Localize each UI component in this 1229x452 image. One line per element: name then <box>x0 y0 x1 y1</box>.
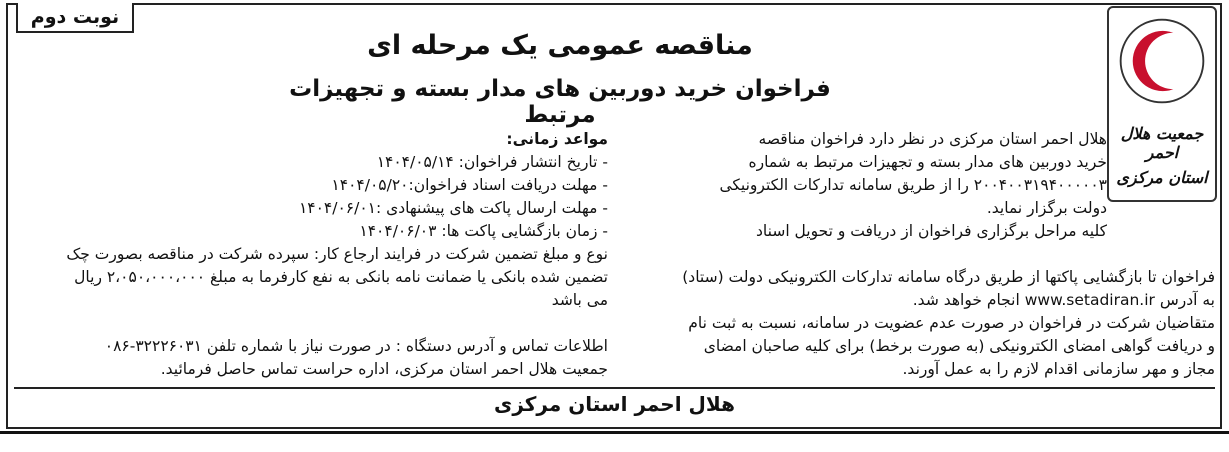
contact-section <box>40 335 608 381</box>
guarantee-line: تضمین شده بانکی یا ضمانت نامه بانکی به نفع کارفرما به مبلغ ۲،۰۵۰،۰۰۰،۰۰۰ ریال <box>74 268 608 286</box>
contact-line: جمعیت هلال احمر استان مرکزی، اداره حراست تماس حاصل فرمائید. <box>160 360 608 378</box>
edition-badge: نوبت دوم <box>16 3 134 33</box>
submission-line: فراخوان تا بازگشایی پاکتها از طریق درگاه سامانه تدارکات الکترونیکی دولت (ستاد) <box>682 268 1215 286</box>
registration-line: و دریافت گواهی امضای الکترونیکی (به صورت برخط) برای کلیه صاحبان امضای <box>703 337 1215 355</box>
registration-section <box>625 312 1215 381</box>
notice-subtitle: فراخوان خرید دوربین های مدار بسته و تجهیزات مرتبط <box>289 76 831 128</box>
registration-line: متقاضیان شرکت در فراخوان در صورت عدم عضویت در سامانه، نسبت به ثبت نام <box>688 314 1215 332</box>
registration-line: مجاز و مهر سازمانی اقدام لازم را به عمل آورند. <box>902 360 1215 378</box>
notice-title: مناقصه عمومی یک مرحله ای <box>367 30 753 61</box>
submission-section <box>625 266 1215 312</box>
schedule-item: - مهلت ارسال پاکت های پیشنهادی :۱۴۰۴/۰۶/۰۱ <box>298 199 608 217</box>
submission-line: به آدرس www.setadiran.ir انجام خواهد شد. <box>912 291 1215 309</box>
logo-line-2: استان مرکزی <box>1116 168 1208 187</box>
intro-line: دولت برگزار نماید. <box>986 199 1107 217</box>
organization-logo <box>1107 6 1217 202</box>
footer-organization: هلال احمر استان مرکزی <box>494 392 735 416</box>
logo-line-1: جمعیت هلال احمر <box>1120 124 1204 162</box>
schedule-item: - تاریخ انتشار فراخوان: ۱۴۰۴/۰۵/۱۴ <box>376 153 608 171</box>
intro-line: کلیه مراحل برگزاری فراخوان از دریافت و تحویل اسناد <box>756 222 1107 240</box>
intro-paragraph <box>587 128 1107 243</box>
schedule-item: - مهلت دریافت اسناد فراخوان:۱۴۰۴/۰۵/۲۰ <box>331 176 608 194</box>
contact-line: اطلاعات تماس و آدرس دستگاه : در صورت نیاز با شماره تلفن ۳۲۲۲۶۰۳۱-۰۸۶ <box>104 337 608 355</box>
intro-line: خرید دوربین های مدار بسته و تجهیزات مرتبط به شماره <box>748 153 1107 171</box>
schedule-section <box>40 128 608 243</box>
guarantee-line: نوع و مبلغ تضمین شرکت در فرایند ارجاع کار: سپرده شرکت در مناقصه بصورت چک <box>66 245 608 263</box>
guarantee-section <box>40 243 608 312</box>
intro-line: هلال احمر استان مرکزی در نظر دارد فراخوان مناقصه <box>758 130 1107 148</box>
intro-line: ۲۰۰۴۰۰۳۱۹۴۰۰۰۰۰۳ را از طریق سامانه تدارکات الکترونیکی <box>719 176 1107 194</box>
schedule-heading: مواعد زمانی: <box>506 130 608 148</box>
red-crescent-icon <box>1115 14 1209 108</box>
schedule-item: - زمان بازگشایی پاکت ها: ۱۴۰۴/۰۶/۰۳ <box>359 222 608 240</box>
guarantee-line: می باشد <box>551 291 608 309</box>
